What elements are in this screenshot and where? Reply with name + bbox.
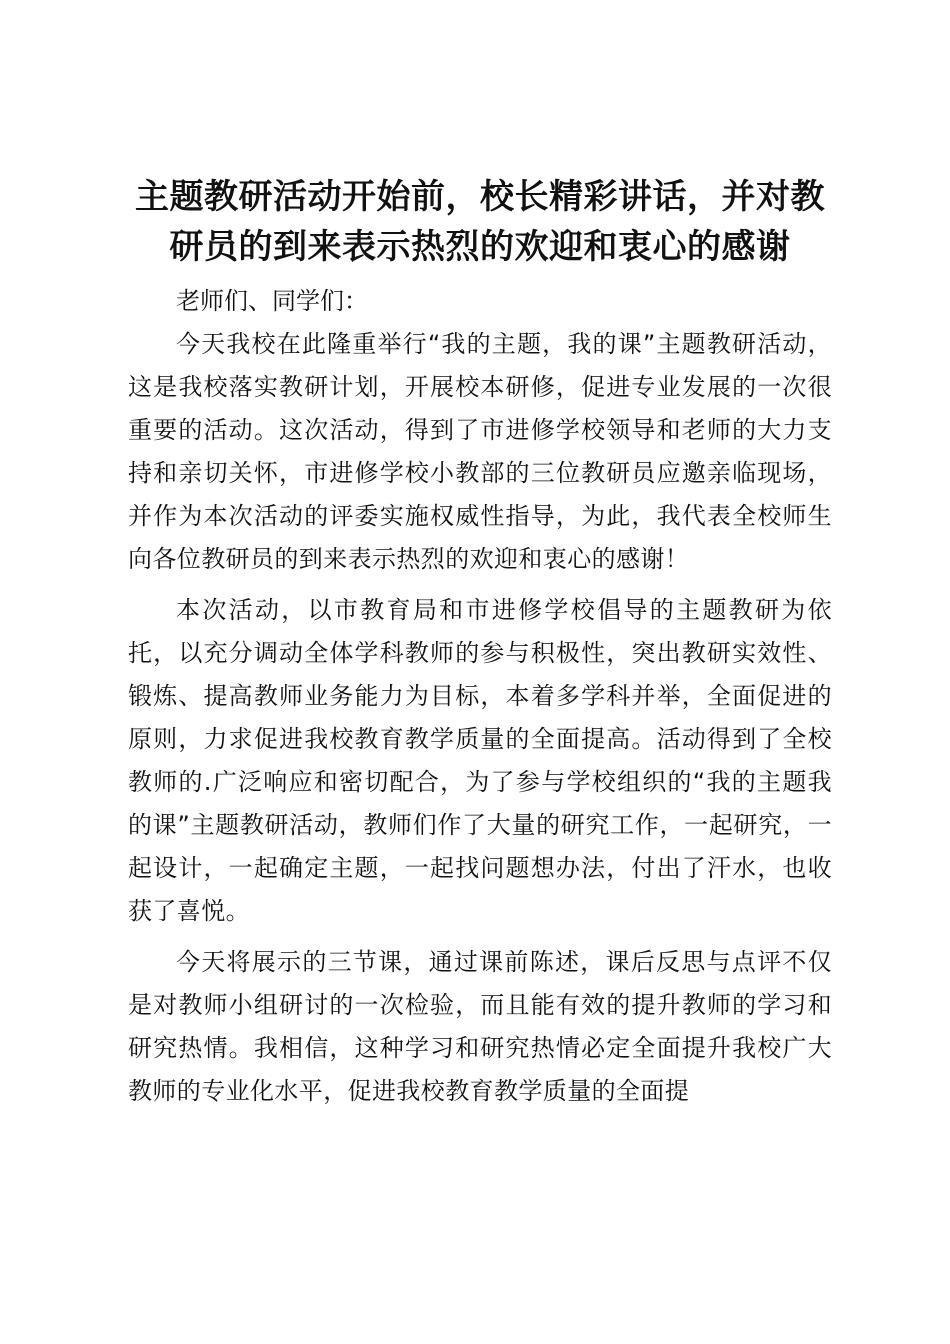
paragraph-1: 今天我校在此隆重举行“我的主题，我的课”主题教研活动，这是我校落实教研计划，开展校本研修，促进专业发展的一次很重要的活动。这次活动，得到了市进修学校领导和老师的大力支持和亲切关怀，市进修学校小教部的三位教研员应邀亲临现场，并作为本次活动的评委实施权威性指导，为此，我代表全校师生向各位教研员的到来表示热烈的欢迎和衷心的感谢！ xyxy=(128,330,832,573)
greeting-line: 老师们、同学们： xyxy=(176,287,368,315)
document-body xyxy=(128,280,832,1121)
paragraph-3: 今天将展示的三节课，通过课前陈述，课后反思与点评不仅是对教师小组研讨的一次检验，而且能有效的提升教师的学习和研究热情。我相信，这种学习和研究热情必定全面提升我校广大教师的专业化水平，促进我校教育教学质量的全面提 xyxy=(128,948,832,1105)
paragraph-2: 本次活动，以市教育局和市进修学校倡导的主题教研为依托，以充分调动全体学科教师的参与积极性，突出教研实效性、锻炼、提高教师业务能力为目标，本着多学科并举，全面促进的原则，力求促进我校教育教学质量的全面提高。活动得到了全校教师的.广泛响应和密切配合，为了参与学校组织的“我的主题我的课”主题教研活动，教师们作了大量的研究工作，一起研究，一起设计，一起确定主题，一起找问题想办法，付出了汗水，也收获了喜悦。 xyxy=(128,596,832,925)
document-title: 主题教研活动开始前，校长精彩讲话，并对教研员的到来表示热烈的欢迎和衷心的感谢 xyxy=(135,177,825,267)
